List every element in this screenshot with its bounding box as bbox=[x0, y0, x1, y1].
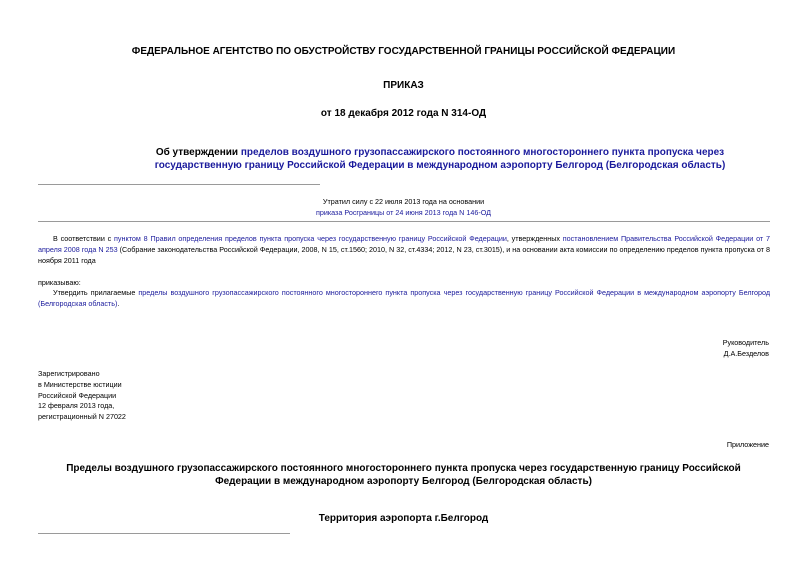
paragraph-text: , утвержденных bbox=[506, 234, 563, 243]
registration-block bbox=[38, 369, 126, 423]
section-title: Территория аэропорта г.Белгород bbox=[318, 513, 489, 524]
lost-force-link[interactable]: приказа Росграницы от 24 июня 2013 года N 146-ОД bbox=[315, 208, 492, 217]
paragraph-text: В соответствии с bbox=[53, 234, 115, 243]
divider bbox=[38, 533, 290, 534]
body-paragraph-approve bbox=[38, 287, 770, 309]
signatory-position: Руководитель bbox=[722, 338, 769, 347]
order-word: приказываю: bbox=[38, 278, 81, 287]
paragraph-text: (Собрание законодательства Российской Федерации, 2008, N 15, ст.1560; 2010, N 32, ст.4334; 2012, N 23, ст.3015), и на основании акта комиссии по определению пределов пункта пропуска от 8 ноября 2011 года bbox=[38, 245, 770, 265]
registration-line: Российской Федерации bbox=[38, 390, 117, 400]
paragraph-text: Утвердить прилагаемые bbox=[53, 288, 139, 297]
divider bbox=[38, 184, 320, 185]
subject-link[interactable]: пределов воздушного грузопассажирского постоянного многостороннего пункта пропуска через государственную границу Российской Федерации в международном аэропорту Белгород (Белгородская область) bbox=[154, 147, 726, 171]
appendix-label: Приложение bbox=[726, 440, 769, 449]
registration-line: в Министерстве юстиции bbox=[38, 379, 122, 389]
limits-link[interactable]: пределы воздушного грузопассажирского постоянного многостороннего пункта пропуска через государственную границу Российской Федерации в международном аэропорту Белгород (Белгородская область) bbox=[38, 288, 771, 308]
registration-line: 12 февраля 2013 года, bbox=[38, 401, 115, 411]
registration-line: Зарегистрировано bbox=[38, 369, 100, 378]
rules-point-link[interactable]: пунктом 8 Правил определения пределов пункта пропуска через государственную границу Российской Федерации bbox=[114, 234, 507, 243]
government-decree-link[interactable]: постановлением Правительства Российской Федерации от 7 апреля 2008 года N 253 bbox=[38, 234, 770, 254]
signatory-name: Д.А.Безделов bbox=[723, 349, 769, 358]
lost-force-text: Утратил силу с 22 июля 2013 года на основании bbox=[322, 197, 485, 206]
doc-type: ПРИКАЗ bbox=[383, 80, 424, 91]
signature-block bbox=[723, 337, 769, 359]
doc-subject bbox=[140, 146, 740, 172]
registration-line: регистрационный N 27022 bbox=[38, 412, 126, 422]
lost-force-note bbox=[0, 196, 807, 218]
subject-prefix: Об утверждении bbox=[155, 147, 241, 158]
appendix-title: Пределы воздушного грузопассажирского постоянного многостороннего пункта пропуска через государственную границу Российской Федерации в международном аэропорту Белгород (Белгородская область) bbox=[66, 463, 741, 487]
body-paragraph-basis bbox=[38, 233, 770, 266]
divider bbox=[38, 221, 770, 222]
paragraph-text: . bbox=[117, 299, 120, 308]
agency-name: ФЕДЕРАЛЬНОЕ АГЕНТСТВО ПО ОБУСТРОЙСТВУ ГОСУДАРСТВЕННОЙ ГРАНИЦЫ РОССИЙСКОЙ ФЕДЕРАЦИИ bbox=[131, 46, 676, 57]
doc-date-number: от 18 декабря 2012 года N 314-ОД bbox=[320, 108, 487, 119]
